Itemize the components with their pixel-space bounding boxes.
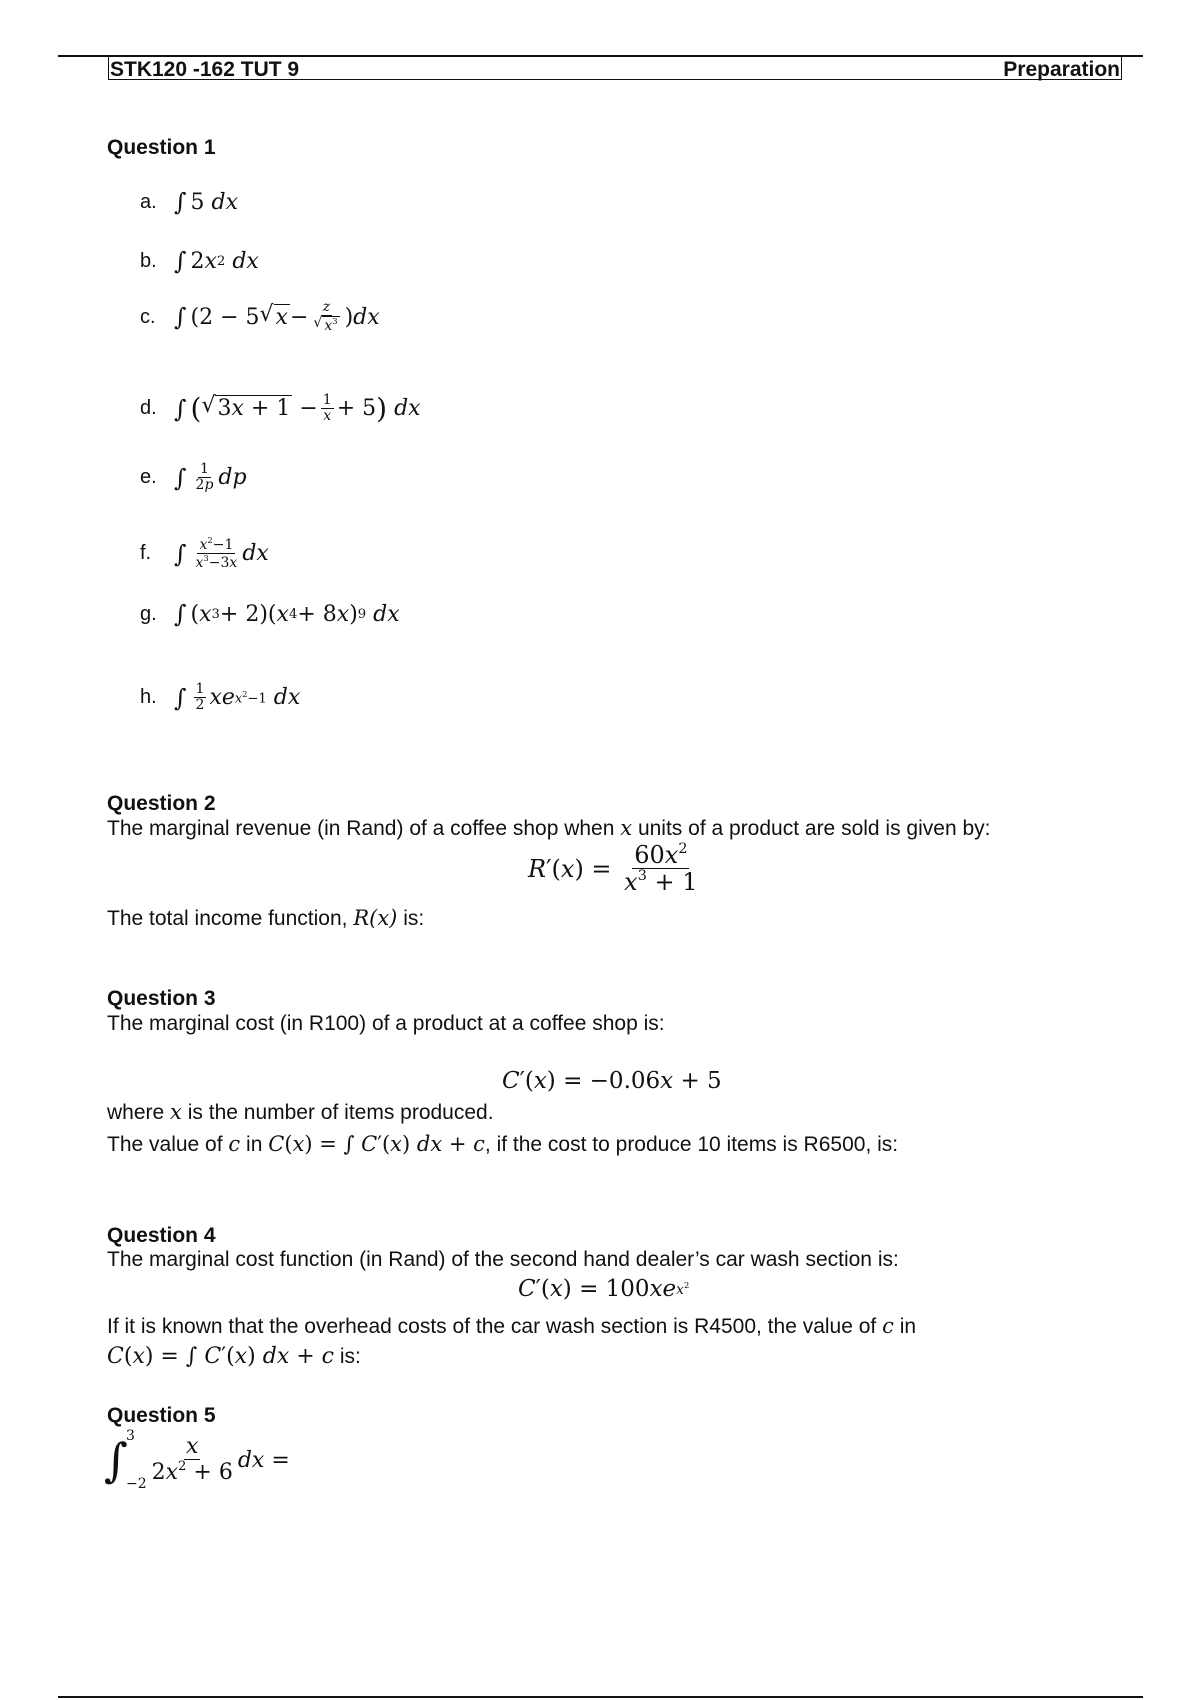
q2-line2-end: is: <box>403 907 425 930</box>
q3-title: Question 3 <box>107 987 216 1010</box>
q2-line2-text: The total income function, <box>107 907 348 930</box>
q4-line2-text: If it is known that the overhead costs of the car wash section is R4500, the value of <box>107 1315 877 1338</box>
header-preparation: Preparation <box>1003 58 1120 81</box>
q4-equation: C ′( x ) = 100 xe $x^2$ <box>518 1276 690 1302</box>
q2-fn <box>353 906 397 930</box>
q1f-label: f. <box>140 542 152 565</box>
course-code: STK120 -162 TUT 9 <box>110 58 300 81</box>
q1a <box>140 188 238 216</box>
q1d-expr: ∫ ( √ 3x + 1 − $\frac{1}{x}$ + 5 ) dx <box>174 391 421 425</box>
q1-title: Question 1 <box>107 136 216 159</box>
q1g-expr: ∫ ( x 3 + 2)( x 4 + 8 x ) 9 dx <box>174 600 400 628</box>
q3-line2-start: where <box>107 1101 165 1124</box>
q2-line1-text: The marginal revenue (in Rand) of a coffee shop when <box>107 817 615 840</box>
q1c <box>140 300 380 334</box>
q1a-label: a. <box>140 190 157 213</box>
q4-line3-end: is: <box>339 1345 361 1368</box>
q1d <box>140 392 421 425</box>
q1c-label: c. <box>140 305 156 328</box>
q3-line1: The marginal cost (in R100) of a product at a coffee shop is: <box>107 1012 665 1035</box>
q1b-label: b. <box>140 249 157 272</box>
q1e <box>140 462 247 494</box>
q1b <box>140 247 259 275</box>
q4-line2-in: in <box>899 1315 917 1338</box>
q2-var-x: x <box>620 816 633 840</box>
q2-line1-end: units of a product are sold is given by: <box>637 817 991 840</box>
q2-fn-text: R(x) <box>353 906 398 930</box>
q1e-expr: ∫ $\frac{1}{2p}$ dp <box>174 461 247 494</box>
q1b-expr: ∫ 2 x 2 dx <box>174 247 259 275</box>
q3-var-c: c <box>228 1132 241 1156</box>
footer-rule <box>58 1696 1143 1698</box>
q3-line2 <box>107 1100 494 1125</box>
q1d-label: d. <box>140 397 157 419</box>
q1h <box>140 682 300 714</box>
q5-expr: ∫ 3 −2 $\frac{x}{2x^2 + 6}$ dx = <box>104 1428 290 1492</box>
q3-cost-expr: C ( x ) = ∫ C ′( x ) dx + c <box>268 1132 485 1156</box>
q1g <box>140 600 400 628</box>
q1f-expr: ∫ $\frac{x^2-1}{x^3-3x}$ dx <box>174 535 269 572</box>
q1f <box>140 536 269 572</box>
q4-line3 <box>107 1344 361 1369</box>
q4-var-c: c <box>882 1314 894 1338</box>
q3-var-x: x <box>170 1100 182 1124</box>
q1h-expr: ∫ $\frac{1}{2}$ xe $x^2-1$ dx <box>174 681 301 714</box>
q3-line3-end: , if the cost to produce 10 items is R6500, is: <box>484 1133 899 1156</box>
q3-line2-end: is the number of items produced. <box>187 1101 494 1124</box>
q3-line3-in: in <box>246 1133 263 1156</box>
q3-equation: C ′( x ) = −0.06 x + 5 <box>502 1068 722 1094</box>
q1e-label: e. <box>140 466 157 489</box>
q4-line1: The marginal cost function (in Rand) of the second hand dealer’s car wash section is: <box>107 1248 899 1271</box>
q1a-expr: ∫ 5 dx <box>174 188 239 216</box>
q4-title: Question 4 <box>107 1224 216 1247</box>
q5-title: Question 5 <box>107 1404 216 1427</box>
q1h-label: h. <box>140 686 157 709</box>
q2-line2 <box>107 906 424 931</box>
q4-cost-expr: C ( x ) = ∫ C ′( x ) dx + c <box>107 1344 334 1369</box>
q2-line1 <box>107 816 990 841</box>
q1c-expr: ∫ (2 − 5 √ x − z √ $x^3$ ) dx <box>174 299 380 335</box>
q4-line2 <box>107 1314 916 1339</box>
q3-line3-start: The value of <box>107 1133 223 1156</box>
q1g-label: g. <box>140 602 157 625</box>
q2-title: Question 2 <box>107 792 216 815</box>
q2-equation: R ′( x ) = $\frac{60x^2}{x^3 + 1}$ <box>528 841 698 897</box>
q3-line3 <box>107 1132 898 1157</box>
